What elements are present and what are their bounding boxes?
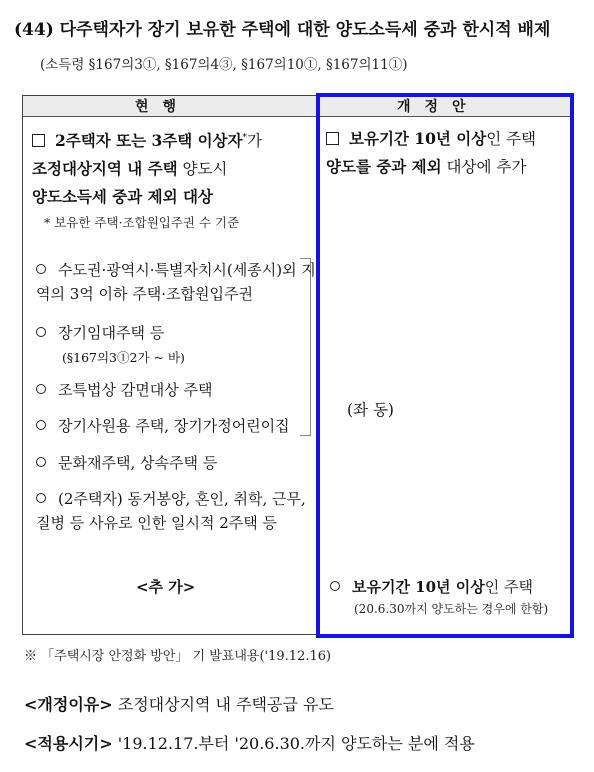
list-item: (2주택자) 동거봉양, 혼인, 취학, 근무, 질병 등 사유로 인한 일시적 2주택 등 <box>36 490 306 532</box>
current-rule-heading: 2주택자 또는 3주택 이상자*가 조정대상지역 내 주택 양도시 양도소득세 중과 제외 대상 <box>32 131 262 207</box>
list-item: 문화재주택, 상속주택 등 <box>36 451 306 475</box>
header-current: 현행 <box>135 99 191 115</box>
list-item: 수도권·광역시·특별자치시(세종시)외 지역의 3억 이하 주택·조합원입주권 <box>36 261 316 303</box>
add-placeholder: <추 가> <box>136 578 196 596</box>
revised-rule-heading: 보유기간 10년 이상인 주택 양도를 중과 제외 대상에 추가 <box>326 129 537 176</box>
bullet-circle-icon <box>36 457 46 467</box>
revised-added-note: (20.6.30까지 양도하는 경우에 한함) <box>354 602 549 616</box>
bullet-circle-icon <box>36 420 46 430</box>
bullet-circle-icon <box>36 327 46 337</box>
bullet-circle-icon <box>36 493 46 503</box>
checkbox-square-icon <box>326 132 339 145</box>
list-item: 장기사원용 주택, 장기가정어린이집 <box>36 414 318 438</box>
apply-line: <적용시기> '19.12.17.부터 '20.6.30.까지 양도하는 분에 적용 <box>24 734 475 753</box>
current-rule-note: * 보유한 주택·조합원입주권 수 기준 <box>44 215 240 230</box>
same-as-left: (좌 동) <box>347 401 394 419</box>
page-title: (44) 다주택자가 장기 보유한 주택에 대한 양도소득세 중과 한시적 배제 <box>14 20 551 40</box>
header-revised: 개정안 <box>397 99 480 115</box>
bullet-circle-icon <box>36 264 46 274</box>
list-item: 장기임대주택 등 (§167의3①2가 ~ 바) <box>36 321 306 370</box>
bullet-circle-icon <box>330 581 340 591</box>
bullet-circle-icon <box>36 384 46 394</box>
legal-reference: (소득령 §167의3①, §167의4③, §167의10①, §167의11①) <box>40 57 408 73</box>
revised-added-item: 보유기간 10년 이상인 주택 <box>330 576 533 597</box>
reason-line: <개정이유> 조정대상지역 내 주택공급 유도 <box>24 695 334 714</box>
checkbox-square-icon <box>32 134 45 147</box>
footnote: ※ 「주택시장 안정화 방안」 기 발표내용('19.12.16) <box>24 649 332 664</box>
list-item: 조특법상 감면대상 주택 <box>36 378 306 402</box>
